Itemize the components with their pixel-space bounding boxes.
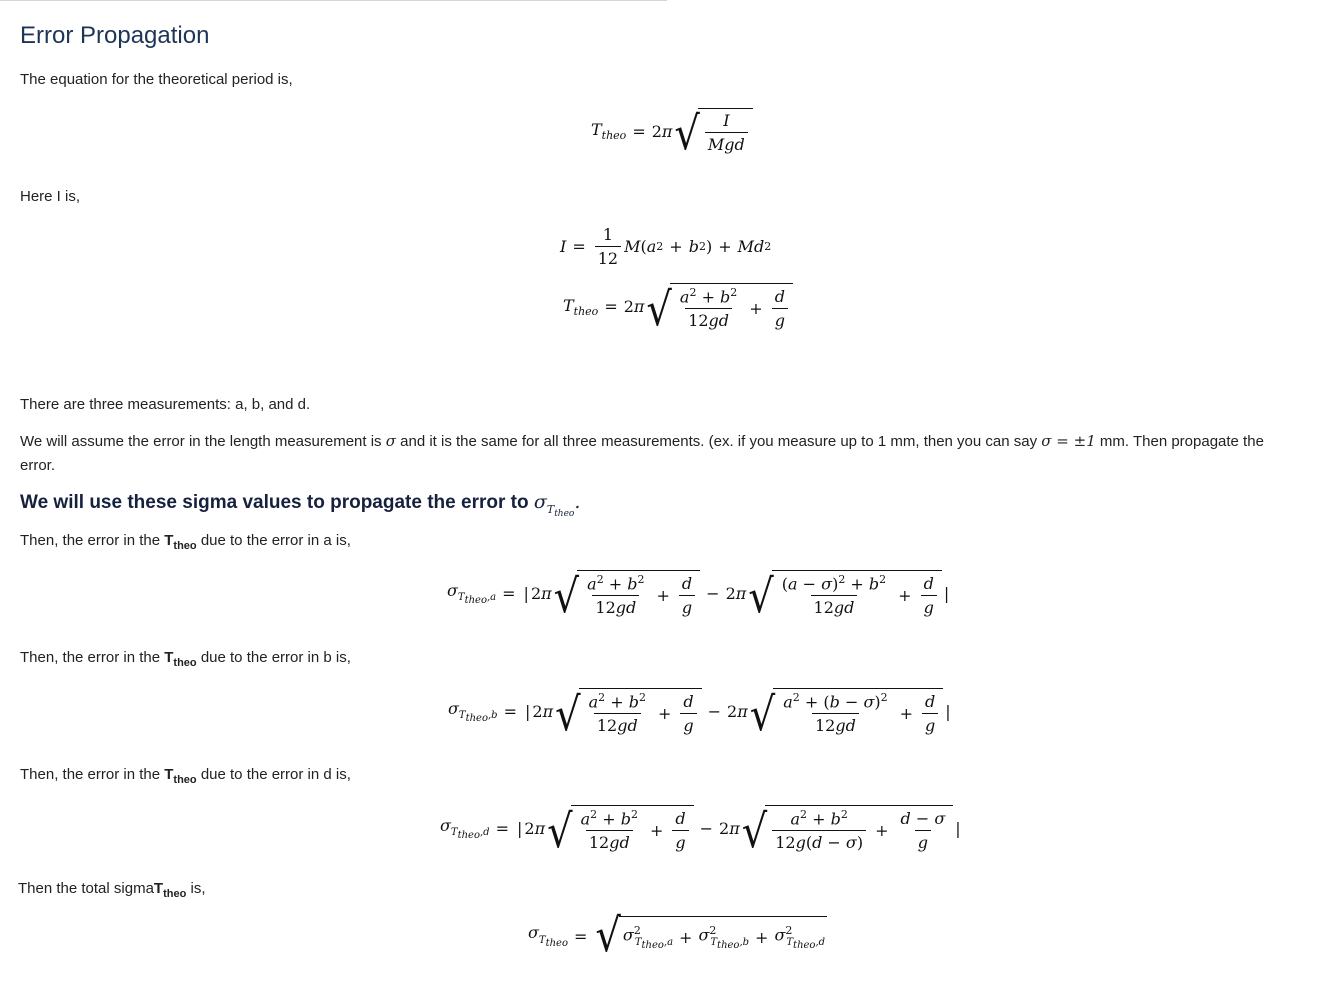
error-b-intro: Then, the error in the $T_{theo}$ due to the error in b is, [20, 649, 351, 669]
equation-sigma-a: $\sigma_{T_{theo},a}$ = | 2 π √ $\frac{a^2 + b^2}{12gd}$ + $\frac{d}{g}$ − 2 π √ $\frac{(a - \sigma)^2 + b^2}{12gd}$ + $\frac{d}{g}$ | [447, 570, 950, 624]
error-d-intro: Then, the error in the $T_{theo}$ due to the error in d is, [20, 766, 351, 786]
intro-paragraph: The equation for the theoretical period is, [20, 71, 293, 88]
equation-sigma-d: $\sigma_{T_{theo},d}$ = | 2 π √ $\frac{a^2 + b^2}{12gd}$ + $\frac{d}{g}$ − 2 π √ $\frac{a^2 + b^2}{12g(d - \sigma)}$ + $\frac{d - \sigma}{g}$ | [440, 805, 961, 859]
equation-sigma-b: $\sigma_{T_{theo},b}$ = | 2 π √ $\frac{a^2 + b^2}{12gd}$ + $\frac{d}{g}$ − 2 π √ $\frac{a^2 + (b - \sigma)^2}{12gd}$ + $\frac{d}{g}$ | [448, 688, 951, 742]
equation-theoretical-period: $T_{theo}$ = 2 π √ $\frac{I}{\text{Mgd}}$ [591, 108, 753, 154]
inertia-paragraph: Here I is, [20, 188, 81, 205]
equation-period-expanded: $T_{theo}$ = 2 π √ $\frac{a^2 + b^2}{12gd}$ + $\frac{d}{g}$ [563, 283, 793, 330]
top-divider [0, 0, 667, 1]
equation-total-sigma: $\sigma_{T_{theo}}$ = √ $\sigma^2_{T_{theo},a}$ + $\sigma^2_{T_{theo},b}$ + $\sigma^2_{T_{theo},d}$ [528, 909, 826, 963]
measurements-paragraph: There are three measurements: a, b, and d. [20, 396, 311, 413]
error-a-intro: Then, the error in the $T_{theo}$ due to the error in a is, [20, 532, 351, 552]
equation-moment-of-inertia: I = $\frac{1}{12}$ M ( a 2 + b 2 ) + Md 2 [560, 225, 772, 268]
page-title: Error Propagation [20, 22, 210, 49]
assumption-paragraph: We will assume the error in the length measurement is σ and it is the same for all three measurements. (ex. if you measure up to 1 mm, then you can say σ = ±1 mm. Then propagate the error. [20, 432, 1264, 474]
total-sigma-intro: Then the total sigmaT$_{theo}$ is, [18, 880, 206, 900]
sigma-subheading: We will use these sigma values to propagate the error to $\sigma_{T_{theo}}$. [20, 491, 581, 519]
